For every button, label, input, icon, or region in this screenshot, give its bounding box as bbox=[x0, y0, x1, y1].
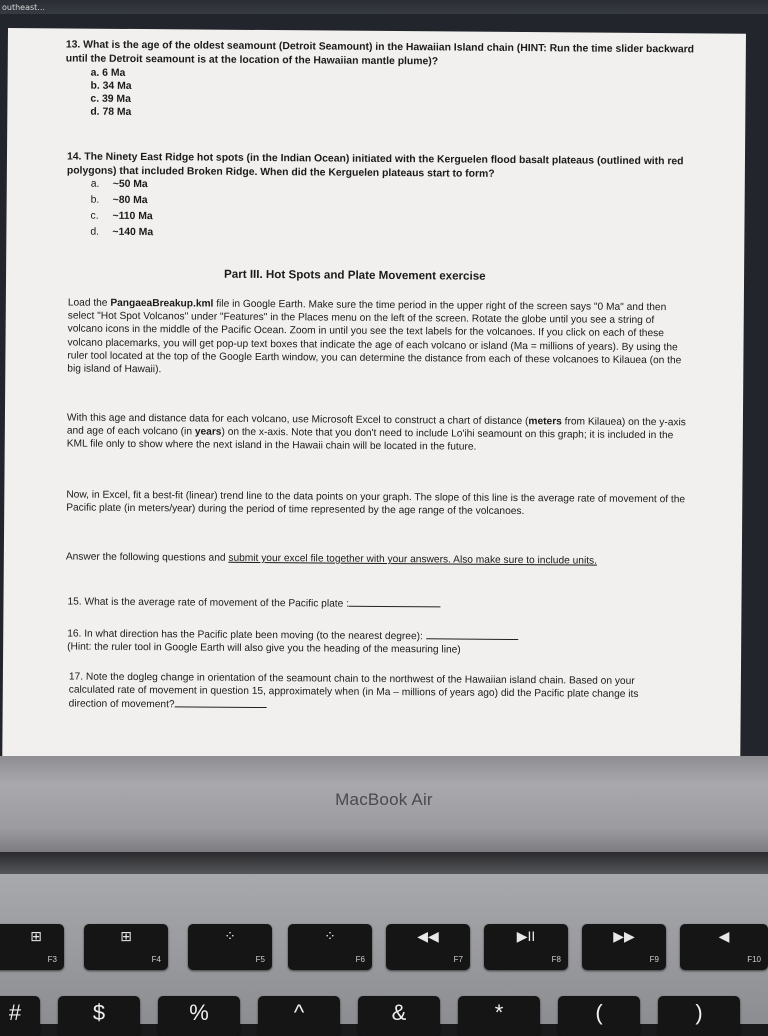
instructions-paragraph-3: Now, in Excel, fit a best-fit (linear) trend line to the data points on your graph. The slope of this line is the average rate of movement of the Pacific plate (in meters/year) during the period of time represented by the age range of the volcanoes. bbox=[66, 489, 686, 518]
key-7[interactable]: & bbox=[358, 996, 440, 1036]
submit-instruction: submit your excel file together with your answers. Also make sure to include units. bbox=[228, 552, 598, 567]
browser-tab-text[interactable]: outheast... bbox=[2, 3, 45, 12]
laptop-screen bbox=[0, 14, 768, 756]
key-6[interactable]: ^ bbox=[258, 996, 340, 1036]
q13-option-d: d. 78 Ma bbox=[90, 106, 132, 118]
key-9[interactable]: ( bbox=[558, 996, 640, 1036]
play-pause-icon: ▶II bbox=[516, 928, 536, 944]
key-f6[interactable]: ⁘ F6 bbox=[288, 924, 372, 970]
q17-answer-blank bbox=[175, 698, 267, 709]
key-f7[interactable]: ◀◀ F7 bbox=[386, 924, 470, 970]
q14-option-b: b. ~80 Ma bbox=[90, 194, 148, 207]
key-3[interactable]: # bbox=[0, 996, 40, 1036]
rewind-icon: ◀◀ bbox=[417, 928, 439, 944]
question-17: 17. Note the dogleg change in orientation of the seamount chain to the northwest of the Hawaiian island chain. Based on your calculated rate of movement in question 15, approximately when (in Ma – millions of years ago) did the Pacific plate change its direction of movement? bbox=[68, 671, 639, 711]
q16-answer-blank bbox=[426, 629, 518, 640]
key-5[interactable]: % bbox=[158, 996, 240, 1036]
q13-option-c: c. 39 Ma bbox=[90, 93, 131, 105]
question-14: 14. The Ninety East Ridge hot spots (in the Indian Ocean) initiated with the Kerguelen flood basalt plateaus (outlined with red polygons) that included Broken Ridge. When did the Kerguelen plateaus start to form? bbox=[66, 151, 684, 180]
key-f10[interactable]: ◀ F10 bbox=[680, 924, 768, 970]
launchpad-icon: ⊞ bbox=[120, 928, 132, 944]
key-0[interactable]: ) bbox=[658, 996, 740, 1036]
fast-forward-icon: ▶▶ bbox=[613, 928, 635, 944]
kml-file-name: PangaeaBreakup.kml bbox=[110, 297, 214, 310]
key-f4[interactable]: ⊞ F4 bbox=[84, 924, 168, 970]
q13-option-a: a. 6 Ma bbox=[90, 67, 126, 79]
q14-option-d: d. ~140 Ma bbox=[90, 226, 154, 239]
question-13: 13. What is the age of the oldest seamount (Detroit Seamount) in the Hawaiian Island chain (HINT: Run the time slider backward until the Detroit seamount is at the location of the Hawaiian mantle plume)? bbox=[65, 39, 695, 67]
q13-option-b: b. 34 Ma bbox=[90, 80, 132, 92]
instructions-paragraph-1: Load the PangaeaBreakup.kml file in Google Earth. Make sure the time period in the upper right of the screen says "0 Ma" and then select "Hot Spot Volcanos" under "Features" in the Places menu on the left of the screen. Rotate the globe until you see a string of volcano icons in the middle of the Pacific Ocean. Zoom in until you see the text labels for the volcanoes. If you click on each of these volcano placemarks, you will get pop-up text boxes that indicate the age of each volcano or island (Ma = millions of years). By using the ruler tool located at the top of the Google Earth window, you can determine the distance from each of these volcanoes to Kilauea (on the big island of Hawaii). bbox=[67, 297, 682, 376]
instructions-paragraph-4: Answer the following questions and submit your excel file together with your answers. Also make sure to include units. bbox=[65, 551, 598, 567]
key-f5[interactable]: ⁘ F5 bbox=[188, 924, 272, 970]
part-3-heading: Part III. Hot Spots and Plate Movement exercise bbox=[224, 267, 486, 283]
keyboard-light-down-icon: ⁘ bbox=[224, 928, 236, 944]
document-page bbox=[2, 28, 746, 774]
key-f3[interactable]: ⊞ F3 bbox=[0, 924, 64, 970]
key-f9[interactable]: ▶▶ F9 bbox=[582, 924, 666, 970]
laptop-hinge bbox=[0, 852, 768, 874]
dashboard-icon: ⊞ bbox=[30, 928, 42, 944]
q14-option-c: c. ~110 Ma bbox=[90, 210, 153, 223]
key-8[interactable]: * bbox=[458, 996, 540, 1036]
keyboard-light-up-icon: ⁘ bbox=[324, 928, 336, 944]
question-16: 16. In what direction has the Pacific plate been moving (to the nearest degree): (Hint: the ruler tool in Google Earth will also give you the heading of the measuring line) bbox=[67, 626, 707, 658]
q15-answer-blank bbox=[349, 597, 441, 608]
key-f8[interactable]: ▶II F8 bbox=[484, 924, 568, 970]
q14-option-a: a. ~50 Ma bbox=[90, 178, 148, 191]
mute-icon: ◀ bbox=[718, 928, 730, 944]
brand-label: MacBook Air bbox=[335, 790, 433, 809]
key-4[interactable]: $ bbox=[58, 996, 140, 1036]
instructions-paragraph-2: With this age and distance data for each volcano, use Microsoft Excel to construct a chart of distance (meters from Kilauea) on the y-axis and age of each volcano (in years) on the x-axis. Note that you don't need to include Lo'ihi seamount on this graph; it is included in the KML file only to show where the next island in the Hawaii chain will be located in the future. bbox=[66, 412, 686, 454]
question-15: 15. What is the average rate of movement of the Pacific plate : bbox=[67, 594, 687, 613]
keyboard-deck bbox=[0, 874, 768, 1024]
